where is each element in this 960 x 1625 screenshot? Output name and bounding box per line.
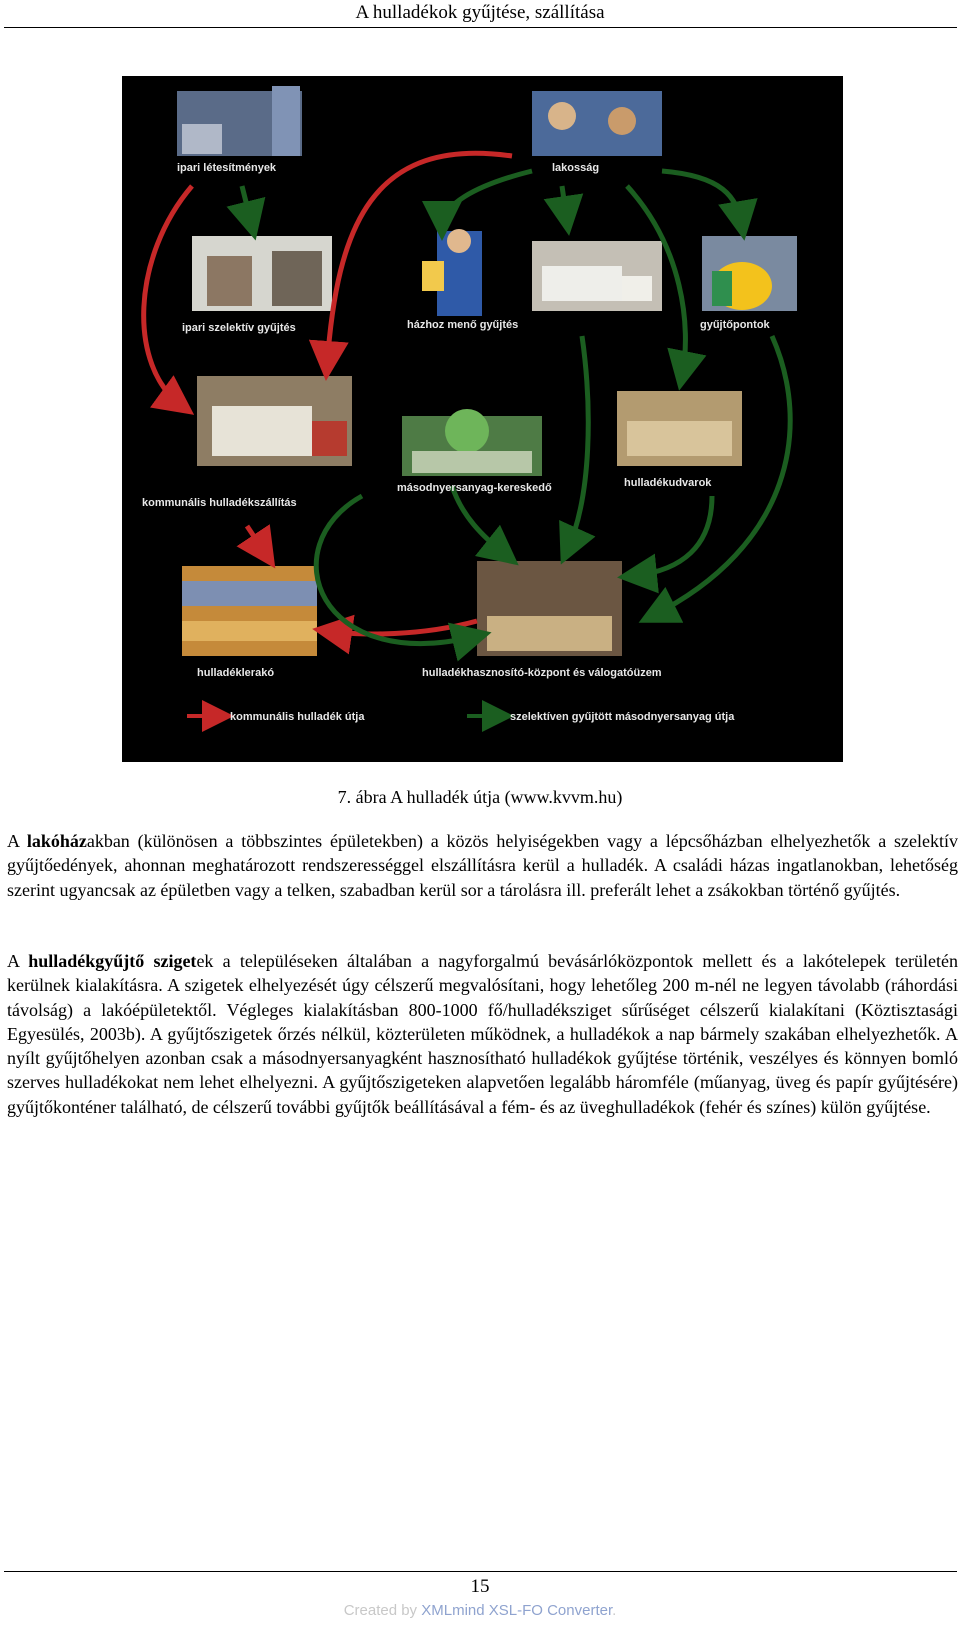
door-to-door-truck-image bbox=[532, 241, 662, 311]
page-number: 15 bbox=[470, 1576, 490, 1597]
industrial-containers-image bbox=[192, 236, 332, 311]
generator-name: XMLmind XSL-FO Converter bbox=[421, 1602, 613, 1619]
label-door-to-door: házhoz menő gyűjtés bbox=[407, 319, 519, 331]
secondary-trader-image bbox=[402, 409, 542, 476]
generator-prefix: Created by bbox=[343, 1602, 422, 1619]
figure-legend bbox=[187, 711, 735, 723]
header-divider bbox=[4, 27, 957, 28]
p1-text-start: A bbox=[7, 831, 27, 851]
label-industrial-containers: ipari szelektív gyűjtés bbox=[182, 322, 296, 334]
collection-point-image bbox=[702, 236, 797, 311]
waste-yard-image bbox=[617, 391, 742, 466]
p1-bold-term: lakóház bbox=[26, 831, 87, 851]
p2-bold-term: hulladékgyűjtő sziget bbox=[28, 951, 197, 971]
person-with-bin-image bbox=[422, 229, 482, 316]
label-industrial: ipari létesítmények bbox=[177, 162, 277, 174]
footer-divider bbox=[4, 1571, 957, 1572]
header-title: A hulladékok gyűjtése, szállítása bbox=[355, 2, 605, 23]
waste-flow-figure bbox=[122, 76, 843, 762]
generator-suffix: . bbox=[612, 1602, 617, 1619]
label-recovery-center: hulladékhasznosító-központ és válogatóüzem bbox=[422, 667, 662, 679]
label-municipal-transport: kommunális hulladékszállítás bbox=[142, 497, 297, 509]
label-collection-points: gyűjtőpontok bbox=[700, 319, 770, 331]
landfill-image bbox=[182, 566, 317, 656]
paragraph-collection-islands bbox=[7, 949, 958, 1119]
legend-red-label: kommunális hulladék útja bbox=[230, 711, 365, 723]
industrial-buildings-image bbox=[177, 86, 302, 156]
label-secondary-trade: másodnyersanyag-kereskedő bbox=[397, 482, 552, 494]
households-image bbox=[532, 91, 662, 156]
p2-text-rest: ek a településeken általában a nagyforgalmú bevásárlóközpontok mellett és a lakótelepek területén kerülnek kialakításra. A szigetek elhelyezését úgy célszerű megvalósítani, hogy lehetőleg 200 m-nél ne legyen távolabb (ráhordási távolság) a lakóépületektől. Végleges kialakításban 800-1000 fő/hulladéksziget sűrűséget célszerű kialakítani (Köztisztasági Egyesülés, 2003b). A gyűjtőszigetek őrzés nélkül, közterületen működnek, a hulladékok a nap bármely szakában elhelyezhetők. A nyílt gyűjtőhelyen azonban csak a másodnyersanyagként hasznosítható hulladékok gyűjtése történik, veszélyes és könnyen bomló szerves hulladékokat nem lehet elhelyezni. A gyűjtőszigeteken alapvetően legalább háromféle (műanyag, üveg és papír gyűjtésére) gyűjtőkonténer található, de célszerű további gyűjtők beállításával a fém- és az üveghulladékok (fehér és színes) külön gyűjtése. bbox=[7, 951, 959, 1117]
municipal-truck-image bbox=[197, 376, 352, 466]
legend-green-label: szelektíven gyűjtött másodnyersanyag útja bbox=[510, 711, 735, 723]
label-households: lakosság bbox=[552, 162, 600, 174]
generator-credit bbox=[0, 1602, 960, 1619]
page-header bbox=[0, 0, 960, 27]
label-waste-yards: hulladékudvarok bbox=[624, 477, 712, 489]
p1-text-rest: akban (különösen a többszintes épületekben) a közös helyiségekben vagy a lépcsőházban elhelyezhetők a szelektív gyűjtőedények, ahonnan meghatározott rendszerességgel elszállításra kerül a hulladék. A családi házas ingatlanokban, lehetőség szerint ugyancsak az épületben vagy a telken, szabadban kerül sor a tárolásra ill. preferált lehet a zsákokban történő gyűjtés. bbox=[7, 831, 958, 900]
paragraph-residential bbox=[7, 829, 958, 902]
waste-flow-diagram bbox=[122, 76, 843, 762]
figure-caption: 7. ábra A hulladék útja (www.kvvm.hu) bbox=[337, 787, 623, 807]
p2-text-start: A bbox=[7, 951, 29, 971]
recovery-center-image bbox=[477, 561, 622, 656]
label-landfill: hulladéklerakó bbox=[197, 667, 275, 679]
